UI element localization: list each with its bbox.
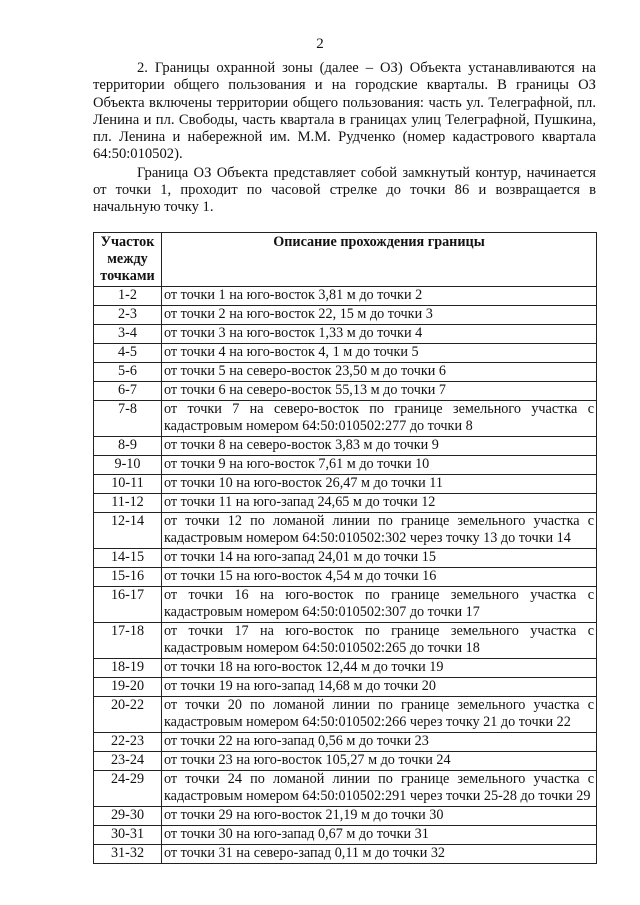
description-cell: от точки 19 на юго-запад 14,68 м до точки 20: [162, 678, 597, 697]
description-cell: от точки 12 по ломаной линии по границе земельного участка с кадастровым номером 64:50:010502:302 через точку 13 до точки 14: [162, 513, 597, 549]
segment-cell: 31-32: [94, 845, 162, 864]
description-cell: от точки 14 на юго-запад 24,01 м до точки 15: [162, 549, 597, 568]
description-cell: от точки 20 по ломаной линии по границе земельного участка с кадастровым номером 64:50:010502:266 через точку 21 до точки 22: [162, 697, 597, 733]
segment-cell: 10-11: [94, 475, 162, 494]
table-row: [94, 382, 597, 401]
segment-cell: 19-20: [94, 678, 162, 697]
table-row: [94, 344, 597, 363]
segment-cell: 18-19: [94, 659, 162, 678]
table-row: [94, 807, 597, 826]
page-number: 2: [316, 36, 324, 52]
segment-cell: 6-7: [94, 382, 162, 401]
segment-cell: 29-30: [94, 807, 162, 826]
description-cell: от точки 30 на юго-запад 0,67 м до точки 31: [162, 826, 597, 845]
segment-cell: 3-4: [94, 325, 162, 344]
segment-cell: 17-18: [94, 623, 162, 659]
segment-cell: 5-6: [94, 363, 162, 382]
description-cell: от точки 4 на юго-восток 4, 1 м до точки 5: [162, 344, 597, 363]
table-row: [94, 752, 597, 771]
description-cell: от точки 3 на юго-восток 1,33 м до точки 4: [162, 325, 597, 344]
table-row: [94, 771, 597, 807]
table-row: [94, 494, 597, 513]
segment-cell: 4-5: [94, 344, 162, 363]
table-row: [94, 456, 597, 475]
table-header-row: [94, 233, 597, 287]
description-cell: от точки 23 на юго-восток 105,27 м до точки 24: [162, 752, 597, 771]
table-row: [94, 513, 597, 549]
table-row: [94, 845, 597, 864]
segment-cell: 11-12: [94, 494, 162, 513]
boundary-table: [93, 232, 597, 864]
segment-cell: 22-23: [94, 733, 162, 752]
table-row: [94, 306, 597, 325]
table-row: [94, 826, 597, 845]
description-cell: от точки 5 на северо-восток 23,50 м до точки 6: [162, 363, 597, 382]
segment-cell: 23-24: [94, 752, 162, 771]
description-cell: от точки 22 на юго-запад 0,56 м до точки 23: [162, 733, 597, 752]
table-row: [94, 287, 597, 306]
header-description: Описание прохождения границы: [162, 233, 597, 287]
description-cell: от точки 8 на северо-восток 3,83 м до точки 9: [162, 437, 597, 456]
table-row: [94, 401, 597, 437]
table-row: [94, 568, 597, 587]
segment-cell: 2-3: [94, 306, 162, 325]
table-row: [94, 475, 597, 494]
segment-cell: 12-14: [94, 513, 162, 549]
description-cell: от точки 18 на юго-восток 12,44 м до точки 19: [162, 659, 597, 678]
segment-cell: 8-9: [94, 437, 162, 456]
segment-cell: 9-10: [94, 456, 162, 475]
description-cell: от точки 24 по ломаной линии по границе земельного участка с кадастровым номером 64:50:010502:291 через точки 25-28 до точки 29: [162, 771, 597, 807]
table-row: [94, 678, 597, 697]
segment-cell: 16-17: [94, 587, 162, 623]
description-cell: от точки 1 на юго-восток 3,81 м до точки 2: [162, 287, 597, 306]
document-text: [93, 60, 596, 217]
description-cell: от точки 17 на юго-восток по границе земельного участка с кадастровым номером 64:50:010502:265 до точки 18: [162, 623, 597, 659]
description-cell: от точки 15 на юго-восток 4,54 м до точки 16: [162, 568, 597, 587]
segment-cell: 7-8: [94, 401, 162, 437]
segment-cell: 15-16: [94, 568, 162, 587]
table-row: [94, 623, 597, 659]
table-row: [94, 659, 597, 678]
segment-cell: 24-29: [94, 771, 162, 807]
description-cell: от точки 2 на юго-восток 22, 15 м до точки 3: [162, 306, 597, 325]
segment-cell: 30-31: [94, 826, 162, 845]
segment-cell: 20-22: [94, 697, 162, 733]
segment-cell: 14-15: [94, 549, 162, 568]
segment-cell: 1-2: [94, 287, 162, 306]
paragraph-contour: Граница ОЗ Объекта представляет собой замкнутый контур, начинается от точки 1, проходит по часовой стрелке до точки 86 и возвращается в начальную точку 1.: [93, 164, 596, 216]
description-cell: от точки 9 на юго-восток 7,61 м до точки 10: [162, 456, 597, 475]
table-row: [94, 697, 597, 733]
table-row: [94, 587, 597, 623]
header-segment: Участок между точками: [94, 233, 162, 287]
table-row: [94, 549, 597, 568]
table-row: [94, 437, 597, 456]
description-cell: от точки 29 на юго-восток 21,19 м до точки 30: [162, 807, 597, 826]
paragraph-protection-zone: 2. Границы охранной зоны (далее – ОЗ) Объекта устанавливаются на территории общего пользования и на городские кварталы. В границы ОЗ Объекта включены территории общего пользования: часть ул. Телеграфной, пл. Ленина и пл. Свободы, часть квартала в границах улиц Телеграфной, Пушкина, пл. Ленина и набережной им. М.М. Рудченко (номер кадастрового квартала 64:50:010502).: [93, 60, 596, 163]
description-cell: от точки 6 на северо-восток 55,13 м до точки 7: [162, 382, 597, 401]
description-cell: от точки 7 на северо-восток по границе земельного участка с кадастровым номером 64:50:010502:277 до точки 8: [162, 401, 597, 437]
description-cell: от точки 31 на северо-запад 0,11 м до точки 32: [162, 845, 597, 864]
description-cell: от точки 16 на юго-восток по границе земельного участка с кадастровым номером 64:50:010502:307 до точки 17: [162, 587, 597, 623]
table-row: [94, 733, 597, 752]
table-row: [94, 325, 597, 344]
description-cell: от точки 11 на юго-запад 24,65 м до точки 12: [162, 494, 597, 513]
description-cell: от точки 10 на юго-восток 26,47 м до точки 11: [162, 475, 597, 494]
table-body: [94, 287, 597, 864]
table-row: [94, 363, 597, 382]
